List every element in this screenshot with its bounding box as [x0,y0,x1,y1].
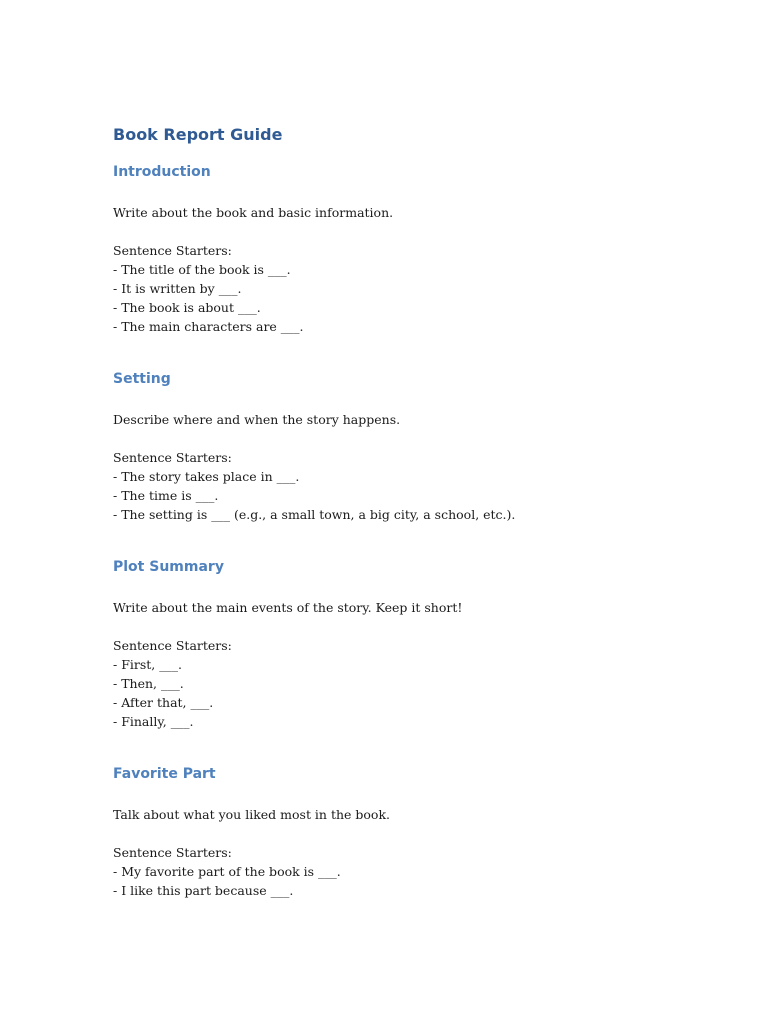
sentence-starters-label: Sentence Starters: [113,638,232,653]
sentence-starter: - I like this part because ___. [113,883,294,898]
sentence-starter: - My favorite part of the book is ___. [113,864,341,879]
section-heading: Introduction [113,164,211,180]
section-description: Talk about what you liked most in the book. [113,807,391,822]
sentence-starter: - Then, ___. [113,676,184,691]
section-description: Describe where and when the story happens. [113,412,401,427]
sentence-starter: - The book is about ___. [113,300,261,315]
sentence-starter: - The story takes place in ___. [113,469,300,484]
section-spacer [113,524,713,557]
document-body [113,124,713,900]
sentence-starter: - The main characters are ___. [113,319,304,334]
section-heading: Setting [113,371,171,387]
sentence-starters-label: Sentence Starters: [113,450,232,465]
sentence-starters-label: Sentence Starters: [113,243,232,258]
sentence-starter: - First, ___. [113,657,182,672]
section-description: Write about the main events of the story. Keep it short! [113,600,463,615]
sentence-starters-label: Sentence Starters: [113,845,232,860]
sentence-starter: - The time is ___. [113,488,219,503]
sentence-starter: - The title of the book is ___. [113,262,291,277]
sentence-starter: - The setting is ___ (e.g., a small town, a big city, a school, etc.). [113,507,516,522]
sentence-starter: - Finally, ___. [113,714,194,729]
section-favorite-part [113,764,713,900]
section-spacer [113,336,713,369]
section-heading: Plot Summary [113,559,224,575]
sentence-starter: - It is written by ___. [113,281,242,296]
section-heading: Favorite Part [113,766,216,782]
section-setting [113,369,713,524]
sentence-starter: - After that, ___. [113,695,214,710]
section-description: Write about the book and basic information. [113,205,394,220]
section-spacer [113,731,713,764]
section-introduction [113,162,713,336]
document-title: Book Report Guide [113,125,283,144]
section-plot-summary [113,557,713,731]
